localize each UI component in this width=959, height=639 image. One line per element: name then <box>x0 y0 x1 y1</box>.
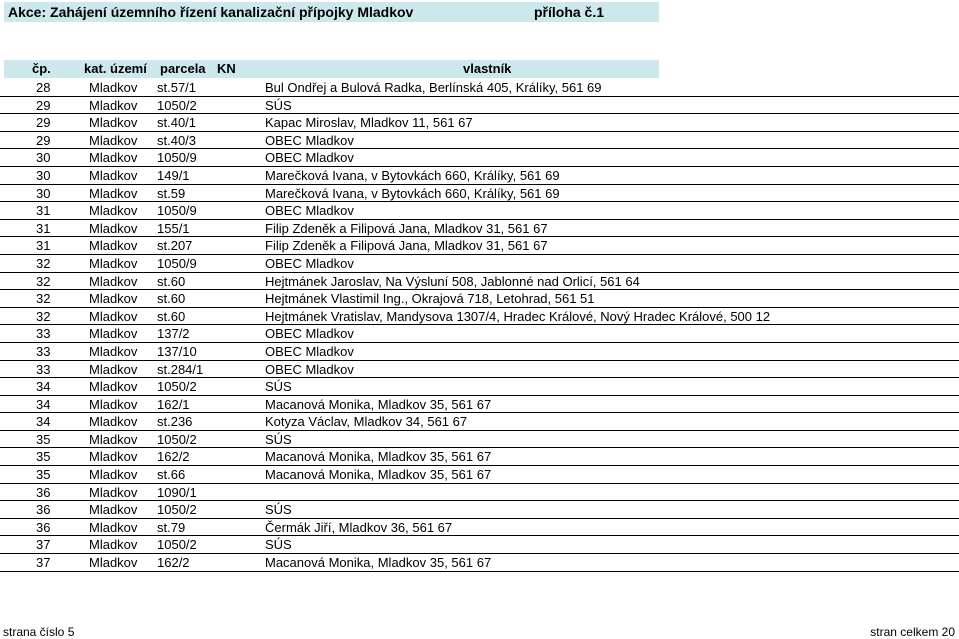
cell-ku: Mladkov <box>89 220 138 236</box>
table-row <box>0 396 959 414</box>
cell-cp: 37 <box>36 537 51 553</box>
table-header <box>4 60 659 78</box>
header-owner: vlastník <box>463 61 512 76</box>
table-row <box>0 79 959 97</box>
owner-table <box>0 79 959 572</box>
table-row <box>0 167 959 185</box>
cell-parcela: st.284/1 <box>157 361 204 377</box>
cell-ku: Mladkov <box>89 537 138 553</box>
cell-ku: Mladkov <box>89 185 138 201</box>
cell-cp: 37 <box>36 555 51 571</box>
table-row <box>0 149 959 167</box>
cell-owner: OBEC Mladkov <box>265 255 354 271</box>
cell-parcela: st.79 <box>157 519 186 535</box>
cell-ku: Mladkov <box>89 255 138 271</box>
cell-ku: Mladkov <box>89 273 138 289</box>
cell-parcela: st.60 <box>157 291 186 307</box>
table-row <box>0 378 959 396</box>
table-row <box>0 185 959 203</box>
table-row <box>0 255 959 273</box>
table-row <box>0 361 959 379</box>
cell-cp: 36 <box>36 484 51 500</box>
table-row <box>0 97 959 115</box>
table-row <box>0 431 959 449</box>
table-row <box>0 132 959 150</box>
attachment-label: příloha č.1 <box>534 4 605 20</box>
cell-ku: Mladkov <box>89 414 138 430</box>
table-row <box>0 519 959 537</box>
cell-ku: Mladkov <box>89 431 138 447</box>
cell-parcela: 1050/9 <box>157 203 197 219</box>
cell-owner: SÚS <box>265 97 292 113</box>
table-row <box>0 308 959 326</box>
cell-cp: 33 <box>36 361 51 377</box>
cell-parcela: 1050/2 <box>157 537 197 553</box>
table-row <box>0 220 959 238</box>
cell-cp: 28 <box>36 80 51 95</box>
cell-owner: OBEC Mladkov <box>265 326 354 342</box>
cell-parcela: st.60 <box>157 273 186 289</box>
cell-owner: SÚS <box>265 379 292 395</box>
header-kn: KN <box>217 61 236 76</box>
cell-ku: Mladkov <box>89 80 138 95</box>
table-row <box>0 448 959 466</box>
table-row <box>0 202 959 220</box>
cell-ku: Mladkov <box>89 502 138 518</box>
cell-owner: SÚS <box>265 431 292 447</box>
cell-parcela: st.59 <box>157 185 186 201</box>
cell-owner: OBEC Mladkov <box>265 361 354 377</box>
cell-cp: 31 <box>36 203 51 219</box>
document-title: Akce: Zahájení územního řízení kanalizační přípojky Mladkov <box>8 4 414 20</box>
cell-ku: Mladkov <box>89 396 138 412</box>
table-row <box>0 114 959 132</box>
cell-parcela: st.40/1 <box>157 115 197 131</box>
cell-cp: 30 <box>36 150 51 166</box>
cell-ku: Mladkov <box>89 361 138 377</box>
cell-ku: Mladkov <box>89 97 138 113</box>
cell-owner: OBEC Mladkov <box>265 343 354 359</box>
table-row <box>0 554 959 572</box>
cell-owner: Macanová Monika, Mladkov 35, 561 67 <box>265 467 492 483</box>
cell-owner: Bul Ondřej a Bulová Radka, Berlínská 405, Králíky, 561 69 <box>265 80 602 95</box>
cell-parcela: 137/2 <box>157 326 190 342</box>
title-bar <box>4 2 659 22</box>
cell-cp: 32 <box>36 291 51 307</box>
cell-owner: Filip Zdeněk a Filipová Jana, Mladkov 31, 561 67 <box>265 220 548 236</box>
cell-ku: Mladkov <box>89 467 138 483</box>
cell-ku: Mladkov <box>89 238 138 254</box>
table-row <box>0 325 959 343</box>
cell-ku: Mladkov <box>89 308 138 324</box>
cell-owner: Filip Zdeněk a Filipová Jana, Mladkov 31, 561 67 <box>265 238 548 254</box>
cell-owner: Marečková Ivana, v Bytovkách 660, Králíky, 561 69 <box>265 167 560 183</box>
cell-ku: Mladkov <box>89 449 138 465</box>
cell-owner: OBEC Mladkov <box>265 132 354 148</box>
cell-parcela: 1050/9 <box>157 150 197 166</box>
cell-cp: 35 <box>36 431 51 447</box>
cell-parcela: 1050/2 <box>157 431 197 447</box>
header-parcela: parcela <box>160 61 206 76</box>
cell-parcela: 149/1 <box>157 167 190 183</box>
cell-parcela: 155/1 <box>157 220 190 236</box>
table-row <box>0 343 959 361</box>
table-row <box>0 273 959 291</box>
cell-parcela: st.66 <box>157 467 186 483</box>
cell-ku: Mladkov <box>89 150 138 166</box>
cell-ku: Mladkov <box>89 379 138 395</box>
table-row <box>0 501 959 519</box>
cell-parcela: 162/1 <box>157 396 190 412</box>
cell-ku: Mladkov <box>89 343 138 359</box>
cell-ku: Mladkov <box>89 326 138 342</box>
cell-owner: Hejtmánek Jaroslav, Na Výsluní 508, Jablonné nad Orlicí, 561 64 <box>265 273 640 289</box>
cell-parcela: 1050/2 <box>157 97 197 113</box>
cell-owner: Kapac Miroslav, Mladkov 11, 561 67 <box>265 115 473 131</box>
cell-ku: Mladkov <box>89 519 138 535</box>
cell-owner: Čermák Jiří, Mladkov 36, 561 67 <box>265 519 453 535</box>
cell-parcela: 137/10 <box>157 343 197 359</box>
cell-owner: Macanová Monika, Mladkov 35, 561 67 <box>265 555 492 571</box>
cell-cp: 34 <box>36 414 51 430</box>
cell-owner: Macanová Monika, Mladkov 35, 561 67 <box>265 396 492 412</box>
cell-cp: 33 <box>36 326 51 342</box>
cell-ku: Mladkov <box>89 484 138 500</box>
cell-cp: 35 <box>36 467 51 483</box>
header-cp: čp. <box>32 61 51 76</box>
table-row <box>0 290 959 308</box>
cell-cp: 31 <box>36 220 51 236</box>
cell-cp: 32 <box>36 308 51 324</box>
cell-owner: SÚS <box>265 537 292 553</box>
page-number: strana číslo 5 <box>3 625 75 639</box>
cell-parcela: 1090/1 <box>157 484 197 500</box>
cell-cp: 34 <box>36 396 51 412</box>
cell-parcela: st.40/3 <box>157 132 197 148</box>
cell-owner: Hejtmánek Vratislav, Mandysova 1307/4, Hradec Králové, Nový Hradec Králové, 500 12 <box>265 308 771 324</box>
cell-cp: 33 <box>36 343 51 359</box>
table-row <box>0 536 959 554</box>
cell-ku: Mladkov <box>89 132 138 148</box>
cell-owner: SÚS <box>265 502 292 518</box>
cell-cp: 29 <box>36 115 51 131</box>
cell-cp: 34 <box>36 379 51 395</box>
table-row <box>0 413 959 431</box>
cell-cp: 36 <box>36 502 51 518</box>
cell-owner: Kotyza Václav, Mladkov 34, 561 67 <box>265 414 468 430</box>
cell-owner: OBEC Mladkov <box>265 150 354 166</box>
cell-cp: 32 <box>36 255 51 271</box>
cell-cp: 36 <box>36 519 51 535</box>
cell-cp: 31 <box>36 238 51 254</box>
cell-parcela: 1050/2 <box>157 502 197 518</box>
cell-owner: Hejtmánek Vlastimil Ing., Okrajová 718, Letohrad, 561 51 <box>265 291 595 307</box>
cell-parcela: 1050/2 <box>157 379 197 395</box>
table-row <box>0 466 959 484</box>
cell-cp: 30 <box>36 167 51 183</box>
cell-parcela: st.57/1 <box>157 80 197 95</box>
table-row <box>0 484 959 502</box>
cell-owner: Macanová Monika, Mladkov 35, 561 67 <box>265 449 492 465</box>
cell-parcela: 162/2 <box>157 555 190 571</box>
page-total: stran celkem 20 <box>870 625 955 639</box>
cell-cp: 29 <box>36 132 51 148</box>
cell-cp: 30 <box>36 185 51 201</box>
cell-ku: Mladkov <box>89 291 138 307</box>
cell-ku: Mladkov <box>89 555 138 571</box>
cell-parcela: st.60 <box>157 308 186 324</box>
cell-ku: Mladkov <box>89 167 138 183</box>
cell-cp: 32 <box>36 273 51 289</box>
cell-parcela: 1050/9 <box>157 255 197 271</box>
cell-ku: Mladkov <box>89 115 138 131</box>
cell-ku: Mladkov <box>89 203 138 219</box>
cell-owner: OBEC Mladkov <box>265 203 354 219</box>
cell-cp: 29 <box>36 97 51 113</box>
cell-cp: 35 <box>36 449 51 465</box>
table-row <box>0 237 959 255</box>
header-ku: kat. území <box>84 61 147 76</box>
cell-parcela: st.207 <box>157 238 193 254</box>
cell-parcela: st.236 <box>157 414 193 430</box>
cell-owner: Marečková Ivana, v Bytovkách 660, Králíky, 561 69 <box>265 185 560 201</box>
cell-parcela: 162/2 <box>157 449 190 465</box>
